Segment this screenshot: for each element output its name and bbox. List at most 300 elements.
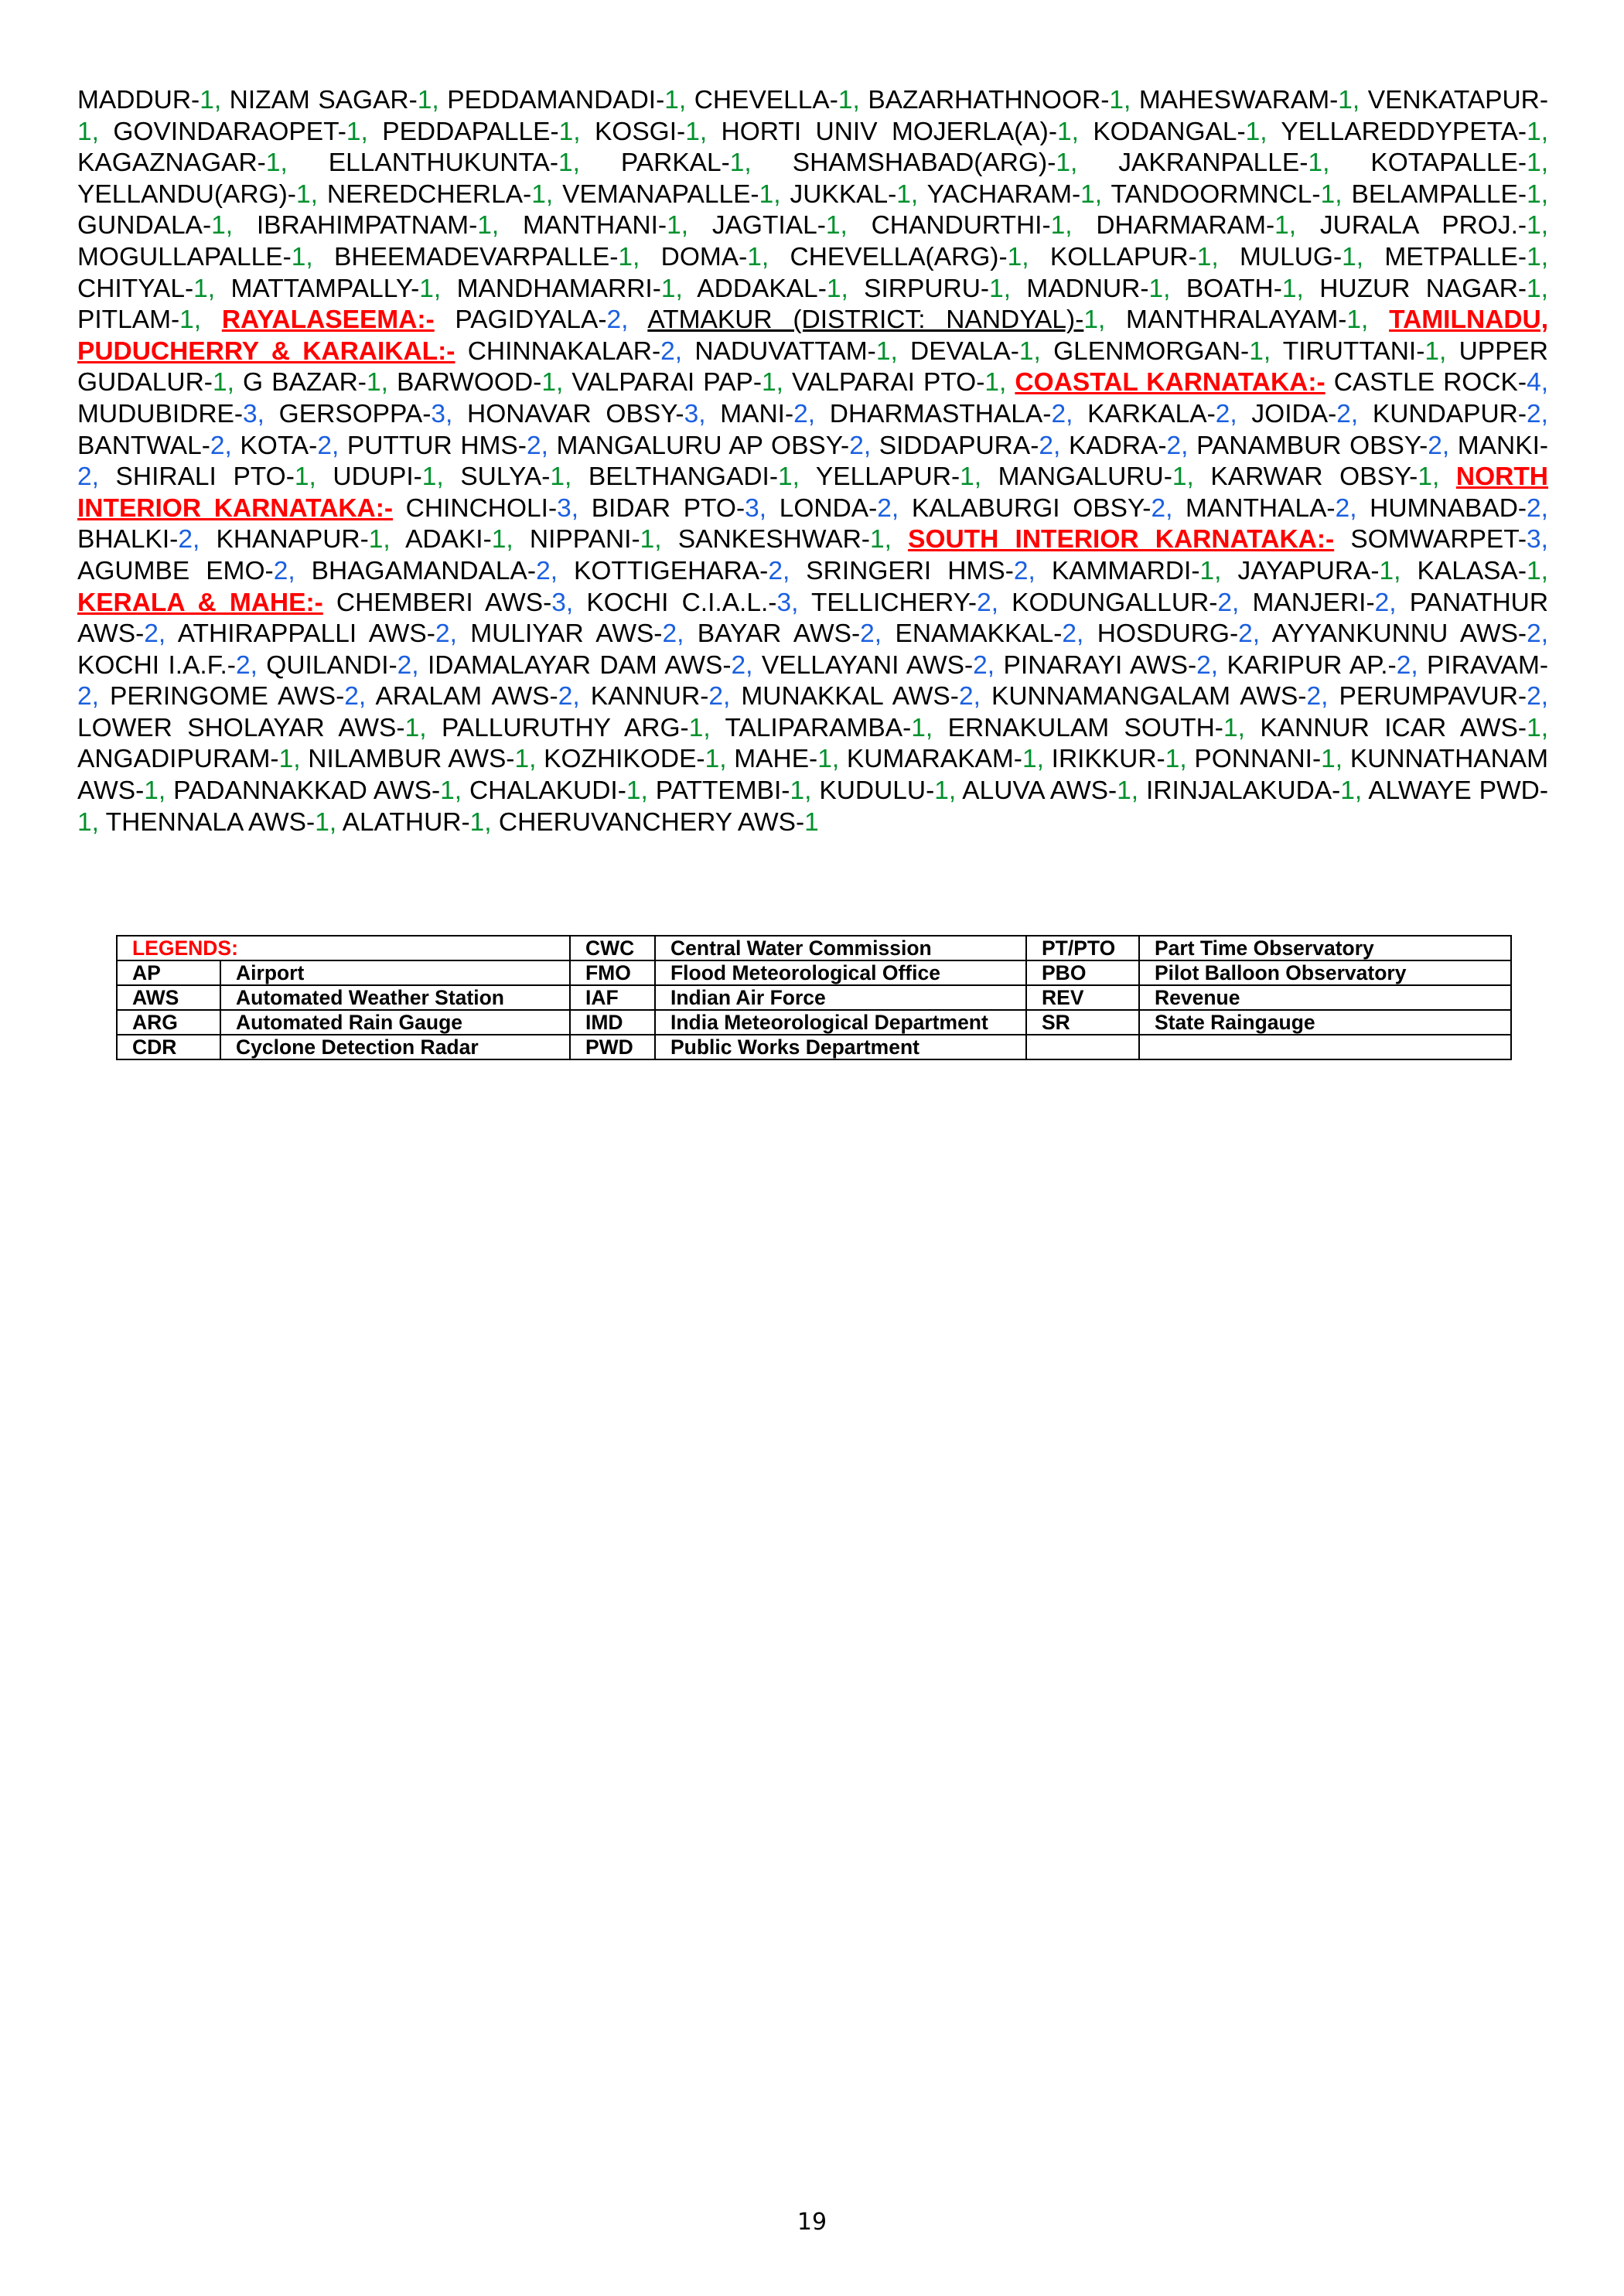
station-name: ATMAKUR (DISTRICT: NANDYAL)- <box>647 305 1084 335</box>
station-name: ELLANTHUKUNTA- <box>328 148 558 178</box>
station-count: 1, <box>558 117 595 146</box>
station-name: KOLLAPUR- <box>1049 242 1197 271</box>
legend-row <box>117 1010 1511 1035</box>
region-heading: NORTH INTERIOR KARNATAKA:- <box>77 462 1548 523</box>
station-name: MANTHALA- <box>1186 493 1336 523</box>
station-name: DHARMASTHALA- <box>829 399 1052 428</box>
station-count: 2, <box>317 431 347 460</box>
station-name: SHAMSHABAD(ARG)- <box>792 148 1056 178</box>
station-count: 1, <box>896 179 927 209</box>
station-count: 1, <box>469 807 499 837</box>
station-count: 2, <box>1196 650 1227 680</box>
station-name: VENKATAPUR- <box>1367 86 1549 114</box>
station-count: 1, <box>762 368 793 397</box>
station-name: CHINCHOLI- <box>393 493 558 523</box>
legend-abbr: ARG <box>117 1010 220 1035</box>
station-name: SIRPURU- <box>864 274 990 303</box>
station-count: 1, <box>875 336 910 366</box>
station-count: 1, <box>1527 274 1548 303</box>
station-count: 1, <box>419 274 457 303</box>
station-name: NILAMBUR AWS- <box>308 745 515 774</box>
station-count: 1, <box>1018 336 1054 366</box>
station-count: 2, <box>558 682 591 711</box>
station-count: 2, <box>1396 650 1428 680</box>
legend-desc: Cyclone Detection Radar <box>220 1035 570 1059</box>
station-name: MUNAKKAL AWS- <box>741 682 959 711</box>
station-name: BIDAR PTO- <box>591 493 745 523</box>
station-count: 2, <box>144 619 178 649</box>
station-count: 1, <box>1199 556 1238 585</box>
legend-abbr: REV <box>1026 985 1139 1010</box>
station-count: 1, <box>826 274 865 303</box>
legend-abbr: PWD <box>570 1035 655 1059</box>
station-name: KODANGAL- <box>1093 117 1246 146</box>
station-name: TANDOORMNCL- <box>1111 179 1321 209</box>
station-name: BELAMPALLE- <box>1351 179 1527 209</box>
station-count: 1, <box>1527 211 1549 241</box>
station-name: KOZHIKODE- <box>544 745 705 774</box>
station-name: AYYANKUNNU AWS- <box>1271 619 1527 649</box>
station-name: CHEVELLA(ARG)- <box>790 242 1008 271</box>
station-count: 3, <box>551 588 587 617</box>
station-name: CHERUVANCHERY AWS- <box>498 807 805 837</box>
station-name: MANDHAMARRI- <box>456 274 661 303</box>
station-count: 1, <box>1527 117 1549 146</box>
station-count: 1, <box>688 713 725 742</box>
station-count: 1, <box>777 462 816 492</box>
station-name: AGUMBE EMO- <box>77 556 274 585</box>
station-count: 1, <box>1056 117 1093 146</box>
station-name: QUILANDI- <box>266 650 397 680</box>
legend-desc: Flood Meteorological Office <box>655 960 1026 985</box>
station-count: 1, <box>1321 745 1350 774</box>
station-count: 2, <box>973 650 1004 680</box>
station-count: 1, <box>1022 745 1052 774</box>
station-name: SANKESHWAR- <box>677 525 870 554</box>
station-count: 1, <box>179 305 222 335</box>
station-count: 1, <box>1117 776 1146 806</box>
station-count: 2, <box>793 399 830 428</box>
station-count: 3, <box>1527 525 1548 554</box>
station-count: 2, <box>235 650 267 680</box>
station-name: TALIPARAMBA- <box>725 713 912 742</box>
station-name: KHANAPUR- <box>216 525 369 554</box>
station-count: 1, <box>77 117 114 146</box>
station-count: 3, <box>684 399 721 428</box>
station-count: 1, <box>1056 148 1119 178</box>
station-count: 2, <box>1151 493 1186 523</box>
station-count: 2, <box>1527 493 1548 523</box>
station-name: MADNUR- <box>1026 274 1149 303</box>
station-count: 1, <box>664 86 694 114</box>
station-name: NEREDCHERLA- <box>326 179 532 209</box>
station-name: KUNDAPUR- <box>1372 399 1527 428</box>
station-count: 1, <box>531 179 563 209</box>
station-name: KAMMARDI- <box>1051 556 1200 585</box>
station-count: 1, <box>960 462 998 492</box>
station-name: CASTLE ROCK- <box>1325 368 1527 397</box>
station-name: BANTWAL- <box>77 431 210 460</box>
station-name: DEVALA- <box>910 336 1019 366</box>
station-name: JURALA PROJ.- <box>1319 211 1527 241</box>
station-count: 2, <box>77 462 116 492</box>
station-count: 2, <box>1336 399 1373 428</box>
legend-desc: State Raingauge <box>1139 1010 1511 1035</box>
station-count: 2, <box>860 619 896 649</box>
station-name: KODUNGALLUR- <box>1012 588 1218 617</box>
station-name: MANGALURU AP OBSY- <box>556 431 850 460</box>
station-name: GLENMORGAN- <box>1053 336 1250 366</box>
station-count: 1, <box>1527 242 1549 271</box>
station-name: BHALKI- <box>77 525 179 554</box>
station-name: KANNUR- <box>590 682 709 711</box>
station-count: 1, <box>477 211 523 241</box>
station-count: 2, <box>977 588 1012 617</box>
station-name: PEDDAPALLE- <box>382 117 559 146</box>
station-count: 1, <box>1281 274 1320 303</box>
station-name: ANGADIPURAM- <box>77 745 279 774</box>
station-name: VEMANAPALLE- <box>562 179 759 209</box>
station-name: MANGALURU- <box>998 462 1172 492</box>
station-name: KOCHI C.I.A.L.- <box>586 588 777 617</box>
legend-title: LEGENDS: <box>117 936 570 960</box>
station-name: MANKI- <box>1457 431 1549 460</box>
station-name: UDUPI- <box>333 462 422 492</box>
station-count: 2, <box>77 682 111 711</box>
station-count: 2, <box>662 619 698 649</box>
station-name: BARWOOD- <box>396 368 542 397</box>
station-name: VELLAYANI AWS- <box>761 650 974 680</box>
station-name: HOSDURG- <box>1097 619 1239 649</box>
station-name: ADAKI- <box>405 525 492 554</box>
station-count: 1, <box>1148 274 1186 303</box>
station-name: NADUVATTAM- <box>694 336 876 366</box>
station-count: 2, <box>1238 619 1272 649</box>
legend-desc: Pilot Balloon Observatory <box>1139 960 1511 985</box>
station-count: 1, <box>212 368 243 397</box>
station-name: BELTHANGADI- <box>588 462 778 492</box>
station-count: 1, <box>514 745 544 774</box>
station-count: 1, <box>747 242 790 271</box>
station-name: BHEEMADEVARPALLE- <box>334 242 619 271</box>
station-name: PIRAVAM- <box>1427 650 1549 680</box>
station-name: HORTI UNIV MOJERLA(A)- <box>721 117 1057 146</box>
legend-abbr: IMD <box>570 1010 655 1035</box>
station-name: KUDULU- <box>819 776 935 806</box>
station-count: 2, <box>1166 431 1197 460</box>
station-count: 2, <box>1215 399 1252 428</box>
station-count: 1, <box>295 179 327 209</box>
station-count: 1, <box>193 274 231 303</box>
station-count: 1, <box>265 148 329 178</box>
legend-desc <box>1139 1035 1511 1059</box>
station-name: ALWAYE PWD- <box>1368 776 1548 806</box>
station-name: GUNDALA- <box>77 211 212 241</box>
station-count: 2, <box>435 619 471 649</box>
station-name: KUNNAMANGALAM AWS- <box>991 682 1307 711</box>
station-count: 1, <box>1080 179 1111 209</box>
station-count: 1, <box>1424 336 1459 366</box>
station-name: MADDUR- <box>77 86 200 114</box>
station-count: 1, <box>618 242 661 271</box>
station-count: 1, <box>1527 713 1549 742</box>
station-name: PUTTUR HMS- <box>346 431 527 460</box>
station-name: JAYAPURA- <box>1237 556 1380 585</box>
station-name: UPPER GUDALUR- <box>77 336 1548 397</box>
station-count: 1, <box>491 525 530 554</box>
station-count: 3, <box>776 588 811 617</box>
station-name: HONAVAR OBSY- <box>467 399 684 428</box>
legend-abbr: SR <box>1026 1010 1139 1035</box>
station-name: PONNANI- <box>1194 745 1322 774</box>
legend-abbr: CWC <box>570 936 655 960</box>
station-name: IDAMALAYAR DAM AWS- <box>428 650 732 680</box>
station-name: MULIYAR AWS- <box>470 619 663 649</box>
station-name: PANAMBUR OBSY- <box>1196 431 1428 460</box>
station-name: DOMA- <box>660 242 748 271</box>
legend-desc: Revenue <box>1139 985 1511 1010</box>
station-name: MUDUBIDRE- <box>77 399 244 428</box>
station-name: THENNALA AWS- <box>105 807 316 837</box>
station-count: 1, <box>558 148 621 178</box>
station-count: 2, <box>178 525 217 554</box>
station-name: DHARMARAM- <box>1096 211 1275 241</box>
station-name: KUNNATHANAM AWS- <box>77 745 1549 806</box>
station-name: TIRUTTANI- <box>1282 336 1425 366</box>
station-name: CHEVELLA- <box>694 86 838 114</box>
station-count: 1, <box>77 807 106 837</box>
station-name: MULUG- <box>1240 242 1343 271</box>
legend-row <box>117 960 1511 985</box>
station-name: JOIDA- <box>1251 399 1337 428</box>
station-name: PADANNAKKAD AWS- <box>173 776 441 806</box>
station-count: 2, <box>849 431 879 460</box>
legend-abbr: PBO <box>1026 960 1139 985</box>
station-name: CHEMBERI AWS- <box>322 588 552 617</box>
station-count: 2, <box>768 556 807 585</box>
station-name: KARWAR OBSY- <box>1210 462 1418 492</box>
station-count: 1, <box>1338 86 1368 114</box>
station-count: 1, <box>705 745 735 774</box>
station-count: 1 <box>804 807 819 837</box>
station-name: VALPARAI PAP- <box>571 368 763 397</box>
station-count: 2, <box>1039 431 1069 460</box>
station-count: 1, <box>291 242 335 271</box>
station-list-paragraph <box>77 85 1548 838</box>
legend-abbr: PT/PTO <box>1026 936 1139 960</box>
station-count: 2, <box>1051 399 1088 428</box>
station-name: PITLAM- <box>77 305 180 335</box>
station-name: HUZUR NAGAR- <box>1319 274 1527 303</box>
station-name: PARKAL- <box>620 148 730 178</box>
station-count: 1, <box>640 525 678 554</box>
station-name: GOVINDARAOPET- <box>113 117 346 146</box>
station-count: 2, <box>1062 619 1097 649</box>
station-count: 1, <box>1007 242 1050 271</box>
station-name: JAKRANPALLE- <box>1118 148 1308 178</box>
station-name: KOSGI- <box>594 117 686 146</box>
station-name: CHANDURTHI- <box>871 211 1051 241</box>
station-name: ALATHUR- <box>342 807 470 837</box>
station-count: 3, <box>745 493 780 523</box>
station-name: KOCHI I.A.F.- <box>77 650 236 680</box>
legend-desc: Airport <box>220 960 570 985</box>
station-count: 2, <box>731 650 762 680</box>
station-name: IBRAHIMPATNAM- <box>256 211 478 241</box>
station-name: KARIPUR AP.- <box>1227 650 1397 680</box>
station-count: 1, <box>1527 179 1549 209</box>
station-name: KOTA- <box>240 431 318 460</box>
station-name: SHIRALI PTO- <box>115 462 295 492</box>
legend-desc: Part Time Observatory <box>1139 936 1511 960</box>
station-count: 1, <box>685 117 722 146</box>
legend-row <box>117 985 1511 1010</box>
station-count: 1, <box>1109 86 1139 114</box>
station-count: 1, <box>838 86 868 114</box>
station-count: 2, <box>536 556 575 585</box>
region-heading: TAMILNADU, PUDUCHERRY & KARAIKAL:- <box>77 305 1549 366</box>
station-name: BAYAR AWS- <box>697 619 861 649</box>
legend-table <box>116 935 1512 1060</box>
station-name: PAGIDYALA- <box>434 305 607 335</box>
station-name: MANJERI- <box>1252 588 1375 617</box>
station-count: 1, <box>660 274 698 303</box>
region-heading: KERALA & MAHE:- <box>77 588 323 617</box>
station-name: PERINGOME AWS- <box>110 682 345 711</box>
station-count: 1, <box>790 776 820 806</box>
station-name: IRINJALAKUDA- <box>1145 776 1341 806</box>
station-name: YELLANDU(ARG)- <box>77 179 296 209</box>
station-count: 1, <box>1340 776 1369 806</box>
station-count: 1, <box>934 776 963 806</box>
station-name: ERNAKULAM SOUTH- <box>947 713 1223 742</box>
station-name <box>455 337 467 366</box>
station-count: 1, <box>984 368 1015 397</box>
station-name: ADDAKAL- <box>697 274 827 303</box>
station-name: KAGAZNAGAR- <box>77 148 266 178</box>
legend-desc: India Meteorological Department <box>655 1010 1026 1035</box>
station-count: 1, <box>1308 148 1371 178</box>
station-count: 1, <box>1083 305 1127 335</box>
legend-desc: Automated Rain Gauge <box>220 1010 570 1035</box>
station-count: 1, <box>869 525 909 554</box>
station-count: 2, <box>708 682 742 711</box>
station-count: 1, <box>1342 242 1385 271</box>
region-heading: COASTAL KARNATAKA:- <box>1015 368 1325 397</box>
legend-desc: Indian Air Force <box>655 985 1026 1010</box>
station-count: 2, <box>1306 682 1339 711</box>
station-name: PERUMPAVUR- <box>1339 682 1527 711</box>
station-count: 1, <box>346 117 383 146</box>
station-name: IRIKKUR- <box>1051 745 1165 774</box>
station-name: SULYA- <box>460 462 551 492</box>
station-count: 1, <box>417 86 448 114</box>
station-count: 1, <box>667 211 712 241</box>
station-count: 2, <box>1217 588 1253 617</box>
station-name: BAZARHATHNOOR- <box>868 86 1110 114</box>
station-name: KALABURGI OBSY- <box>911 493 1151 523</box>
station-count: 1, <box>541 368 572 397</box>
station-name: KUMARAKAM- <box>846 745 1022 774</box>
station-name <box>1334 525 1350 554</box>
station-name: KARKALA- <box>1087 399 1216 428</box>
station-name: BOATH- <box>1186 274 1282 303</box>
station-name: PINARAYI AWS- <box>1003 650 1197 680</box>
station-count: 1, <box>817 745 847 774</box>
station-count: 2, <box>1335 493 1370 523</box>
legend-abbr <box>1026 1035 1139 1059</box>
station-name: MATTAMPALLY- <box>230 274 420 303</box>
station-name: JUKKAL- <box>790 179 897 209</box>
station-count: 1, <box>989 274 1027 303</box>
station-count: 3, <box>557 493 592 523</box>
region-heading: RAYALASEEMA:- <box>221 305 435 335</box>
station-name: HUMNABAD- <box>1370 493 1527 523</box>
legend-row <box>117 936 1511 960</box>
station-count: 1, <box>1249 336 1283 366</box>
region-heading: SOUTH INTERIOR KARNATAKA:- <box>908 525 1335 554</box>
station-count: 1, <box>1346 305 1390 335</box>
legend-desc: Automated Weather Station <box>220 985 570 1010</box>
station-count: 2, <box>1527 399 1548 428</box>
station-count: 1, <box>1245 117 1281 146</box>
station-name: ENAMAKKAL- <box>895 619 1063 649</box>
legend-abbr: AWS <box>117 985 220 1010</box>
station-count: 1, <box>1320 179 1352 209</box>
legend-row <box>117 1035 1511 1059</box>
station-count: 2, <box>526 431 557 460</box>
station-name: MANI- <box>720 399 794 428</box>
station-count: 1, <box>1379 556 1418 585</box>
station-count: 1, <box>1223 713 1261 742</box>
station-count: 1, <box>1172 462 1211 492</box>
station-count: 1, <box>759 179 790 209</box>
station-count: 1, <box>1196 242 1240 271</box>
station-count: 1, <box>729 148 793 178</box>
station-name: NIZAM SAGAR- <box>229 86 418 114</box>
station-name: CHINNAKALAR- <box>467 336 661 366</box>
station-count: 1, <box>825 211 872 241</box>
station-count: 2, <box>210 431 241 460</box>
station-count: 3, <box>243 399 279 428</box>
legend-desc: Public Works Department <box>655 1035 1026 1059</box>
station-name: G BAZAR- <box>242 368 367 397</box>
station-name: KOTTIGEHARA- <box>574 556 769 585</box>
station-name: LOWER SHOLAYAR AWS- <box>77 713 405 742</box>
legend-desc: Central Water Commission <box>655 936 1026 960</box>
station-count: 1, <box>144 776 174 806</box>
station-name: NIPPANI- <box>529 525 640 554</box>
station-count: 1, <box>1527 148 1549 178</box>
station-name: CHITYAL- <box>77 274 194 303</box>
station-count: 1, <box>211 211 257 241</box>
station-name: YELLAPUR- <box>815 462 960 492</box>
station-count: 1, <box>440 776 469 806</box>
station-name: PEDDAMANDADI- <box>447 86 665 114</box>
station-count: 1, <box>315 807 343 837</box>
station-count: 1, <box>294 462 333 492</box>
station-name: KOTAPALLE- <box>1370 148 1527 178</box>
station-name: MOGULLAPALLE- <box>77 242 292 271</box>
station-name: METPALLE- <box>1384 242 1527 271</box>
station-count: 2, <box>397 650 428 680</box>
station-count: 2, <box>1527 682 1549 711</box>
station-name: ARALAM AWS- <box>375 682 558 711</box>
station-count: 2, <box>1428 431 1458 460</box>
station-count: 1, <box>366 368 397 397</box>
station-count: 1, <box>1050 211 1097 241</box>
station-count: 2, <box>1374 588 1410 617</box>
